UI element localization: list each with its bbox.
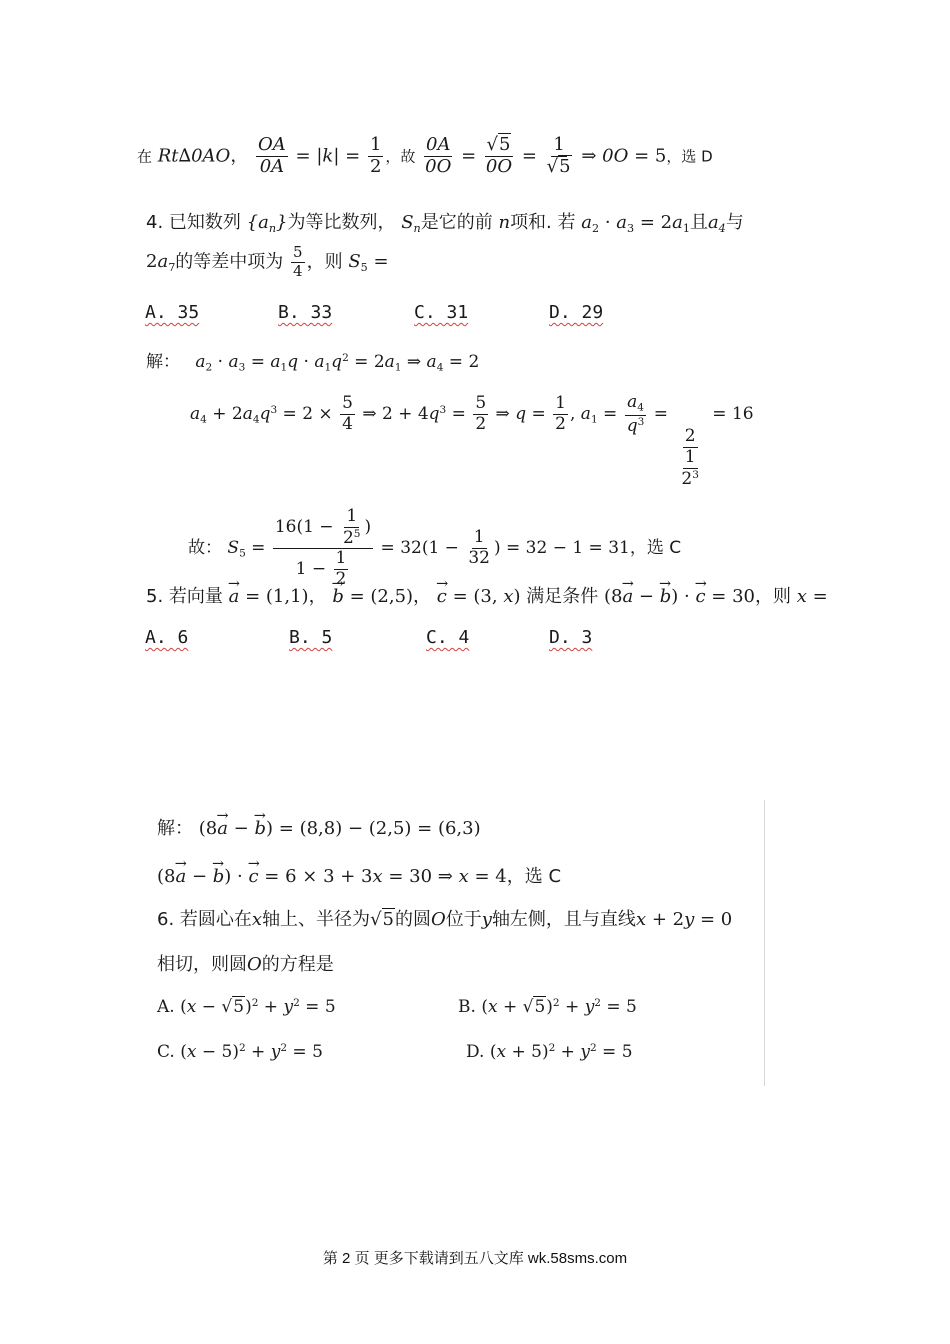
math-2a7: $2a_7$ xyxy=(146,251,176,275)
frac-sqrt5-over-0o: $\frac{√5}{0O}$ xyxy=(485,134,513,177)
q6-option-a-label: A. xyxy=(157,997,175,1017)
sep2: ， xyxy=(413,586,432,607)
sol4-line3 xyxy=(188,482,682,590)
q4-text5: 且 xyxy=(689,212,708,233)
q5-option-a[interactable] xyxy=(145,627,188,648)
frac-1-2: $\frac{1}{2}$ xyxy=(555,393,566,435)
math-sol4-eq2: $a_4 + 2a_4q^3 = 2$ × xyxy=(190,404,333,426)
math-vec-a: → a = (1,1) xyxy=(229,586,309,607)
q6-option-d-eq: $(x + 5)^2 + y^2 = 5$ xyxy=(489,1042,633,1062)
scan-edge-line xyxy=(764,800,765,1086)
math-rt-triangle: Rt∆0AO xyxy=(157,145,231,167)
math-line: x + 2y = 0 xyxy=(635,909,733,930)
q6-option-a[interactable] xyxy=(157,997,336,1017)
frac-oa-over-0a: $\frac{OA}{0A}$ xyxy=(258,134,286,177)
math-a1: , $a_1$ = xyxy=(569,404,618,426)
q6-text4: 位于 xyxy=(445,909,482,930)
text-select-d: ，选 D xyxy=(666,147,713,166)
math-vec-c: → c = (3, x) xyxy=(437,586,521,607)
q6-option-b-label: B. xyxy=(458,997,476,1017)
q5-option-b-label: B. 5 xyxy=(289,627,333,648)
math-s5-result: = 32(1 − $\frac{1}{32}$ ) = 32 − 1 = 31 xyxy=(380,527,630,569)
q5-line1 xyxy=(146,582,828,608)
q6-text7: 的方程是 xyxy=(261,954,334,975)
math-condition: (8→ a − → b) · → c = 30 xyxy=(604,586,755,607)
sol4-line1 xyxy=(146,347,479,374)
q4-text6: 与 xyxy=(725,212,744,233)
frac-5-2: $\frac{5}{2}$ xyxy=(475,393,487,435)
math-o: O xyxy=(431,909,446,930)
q6-option-c-label: C. xyxy=(157,1042,175,1062)
text-gu: ，故 xyxy=(385,147,416,166)
text-zai: 在 xyxy=(137,147,153,166)
math-o2: O xyxy=(247,954,262,975)
q5-option-a-label: A. 6 xyxy=(145,627,189,648)
q5-option-d[interactable] xyxy=(549,627,592,648)
q4-option-c[interactable] xyxy=(414,302,468,323)
math-n: n xyxy=(498,212,511,233)
frac-0a-over-0o: $\frac{0A}{0O}$ xyxy=(425,134,452,177)
q6-option-c-eq: $(x - 5)^2 + y^2 = 5$ xyxy=(180,1042,323,1062)
comma: ， xyxy=(230,145,249,167)
frac-s5: 16(1 − $\frac{1}{2^5}$ ) 1 − $\frac{1}{2}$ xyxy=(274,506,372,590)
math-sn: $S_n$ xyxy=(401,212,421,235)
q4-text: 4. 已知数列 xyxy=(146,212,241,233)
q5-text1: 5. 若向量 xyxy=(146,586,223,607)
q4-option-a-label: A. 35 xyxy=(145,302,200,323)
sol4-gu: 故： xyxy=(188,538,222,559)
q4-text2: 为等比数列， xyxy=(287,212,396,233)
sol5-label: 解： xyxy=(157,818,193,839)
frac-half: $\frac{1}{2}$ xyxy=(369,134,382,177)
math-q: ⇒ q = xyxy=(495,404,546,425)
q6-line1 xyxy=(157,905,732,931)
q4-text8: ，则 xyxy=(306,251,343,273)
math-x-axis: x xyxy=(251,909,263,930)
q6-text6: 相切，则圆 xyxy=(157,954,247,975)
q4-text3: 是它的前 xyxy=(420,212,493,233)
q5-text3: ，则 xyxy=(754,586,791,607)
q4-option-d-label: D. 29 xyxy=(549,302,604,323)
math-s5: $S_5$ = xyxy=(348,251,389,275)
q4-option-c-label: C. 31 xyxy=(414,302,469,323)
math-sol4-eq3: ⇒ $2 + 4q^3$ = xyxy=(362,404,466,425)
math-a4: $a_4$ xyxy=(707,212,726,235)
sol4-line2: $a_4 + 2a_4q^3 = 2$ × $\frac{5}{4}$ ⇒ $2 + 4q^3$ = $\frac{5}{2}$ ⇒ q = $\frac{1}{2}$ , $a_1$ = $\frac{a_4}{q^3}$ = $\frac{2}{\frac{1}{2^3}}$ = 16 xyxy=(190,392,754,489)
frac-5-4-b: $\frac{5}{4}$ xyxy=(342,393,353,435)
q6-text3: 的圆 xyxy=(395,909,431,930)
sol5-line2 xyxy=(157,862,561,888)
q4-option-b-label: B. 33 xyxy=(278,302,333,323)
math-abs-k: = |k| = xyxy=(295,145,361,167)
math-16: = 16 xyxy=(712,404,754,425)
sol4-end: ，选 C xyxy=(629,538,682,559)
math-an: $\{a_n\}$ xyxy=(246,212,288,235)
q5-option-b[interactable] xyxy=(289,627,332,648)
q4-option-a[interactable] xyxy=(145,302,199,323)
q6-text1: 6. 若圆心在 xyxy=(157,909,252,930)
q6-option-b-eq: $(x + √5)^2 + y^2 = 5$ xyxy=(481,997,637,1017)
sol4-label: 解： xyxy=(146,352,180,372)
q4-line2 xyxy=(146,245,389,280)
sol5-line1 xyxy=(157,814,481,840)
q6-text5: 轴左侧，且与直线 xyxy=(491,909,636,930)
q5-option-c[interactable] xyxy=(426,627,469,648)
math-sol5-eq2: (8→ a − → b) · → c = 6 × 3 + 3x = 30 ⇒ x = 4 xyxy=(157,866,507,887)
q6-text2: 轴上、半径为 xyxy=(262,909,371,930)
q4-option-d[interactable] xyxy=(549,302,603,323)
q4-line1 xyxy=(146,208,744,235)
frac-5-4: $\frac{5}{4}$ xyxy=(293,243,303,280)
q6-option-c[interactable] xyxy=(157,1042,323,1062)
math-sqrt5: √5 xyxy=(370,909,394,930)
math-vec-b: → b = (2,5) xyxy=(332,586,413,607)
footer-text: 第 2 页 更多下载请到五八文库 wk.58sms.com xyxy=(322,1250,628,1267)
math-y-axis: y xyxy=(481,909,492,930)
sep1: ， xyxy=(308,586,327,607)
q4-text4: 项和. 若 xyxy=(510,212,576,233)
math-sol5-eq1: (8→ a − → b) = (8,8) − (2,5) = (6,3) xyxy=(199,818,481,839)
page-footer[interactable] xyxy=(0,1247,950,1268)
q6-option-b[interactable] xyxy=(458,997,637,1017)
frac-1-over-sqrt5: $\frac{1}{√5}$ xyxy=(546,134,571,177)
q6-option-a-eq: $(x - √5)^2 + y^2 = 5$ xyxy=(180,997,336,1017)
q5-text2: 满足条件 xyxy=(526,586,599,607)
math-x: x = xyxy=(796,586,828,607)
math-a2a3: $a_2 \cdot a_3 = 2a_1$ xyxy=(581,212,690,235)
math-implies-0o: ⇒ 0O = 5 xyxy=(581,145,667,167)
frac-a4-q3: $\frac{a_4}{q^3}$ xyxy=(626,392,645,436)
q6-option-d-label: D. xyxy=(466,1042,485,1062)
q5-option-c-label: C. 4 xyxy=(426,627,470,648)
sol5-end: ，选 C xyxy=(506,866,562,887)
line-rt-triangle: 在 Rt∆0AO， $\frac{OA}{0A}$ = |k| = $\frac{1}{2}$ ，故 $\frac{0A}{0O}$ = $\frac{√5}{0O}$ = $\frac{1}{√5}$ ⇒ 0O = 5，选 D xyxy=(137,134,713,177)
frac-2-over-1-over-2cubed: $\frac{2}{\frac{1}{2^3}}$ xyxy=(681,426,699,489)
q4-text7: 的等差中项为 xyxy=(175,251,284,273)
q6-option-d[interactable] xyxy=(466,1042,633,1062)
q5-option-d-label: D. 3 xyxy=(549,627,593,648)
math-s5-eq: $S_5$ = xyxy=(227,538,266,560)
q6-line2 xyxy=(157,950,334,976)
math-sol4-eq1: $a_2 \cdot a_3 = a_1q \cdot a_1q^2 = 2a_1$ ⇒ $a_4 = 2$ xyxy=(195,352,480,374)
q4-option-b[interactable] xyxy=(278,302,332,323)
